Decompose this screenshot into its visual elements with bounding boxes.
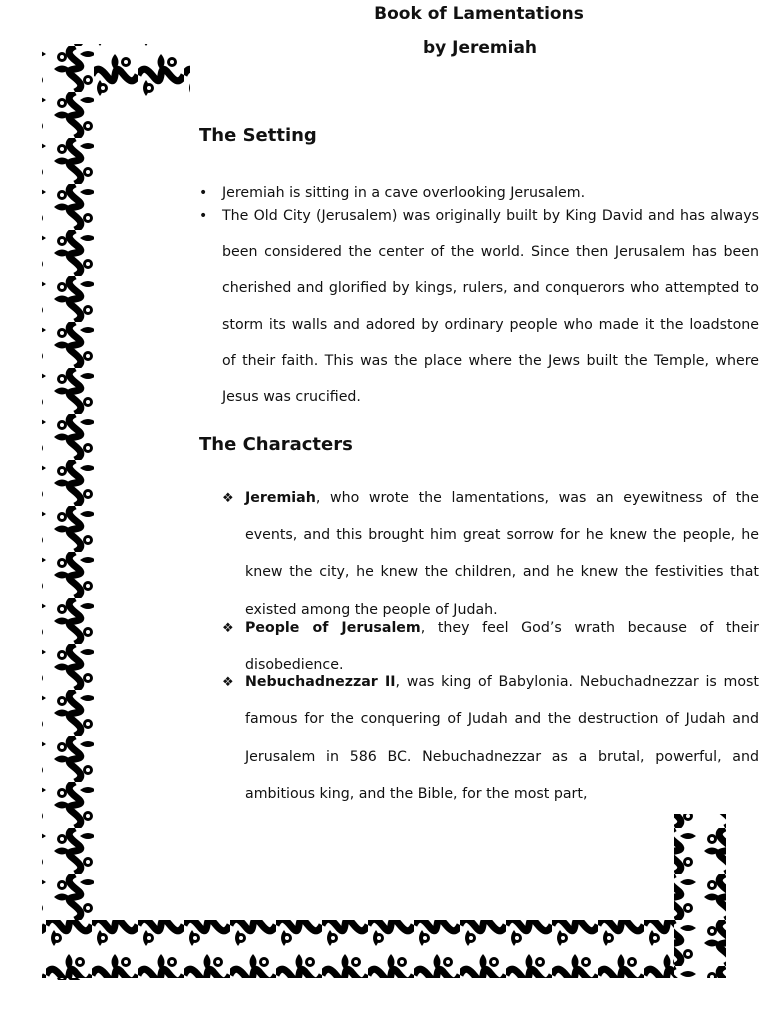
character-description: , was king of Babylonia. Nebuchadnezzar is most famous for the conquering of Judah and the destruction of Judah and Jerusalem in 586 BC. Nebuchadnezzar as a brutal, powerful, and ambitious king, and the Bible, for the most part, — [245, 674, 759, 802]
character-description: , they feel God’s wrath because of their disobedience. — [245, 619, 759, 674]
character-name: Jeremiah — [245, 490, 316, 506]
character-description: , who wrote the lamentations, was an eyewitness of the events, and this brought him great sorrow for he knew the people, he knew the city, he knew the children, and he knew the festivities that existed among the people of Judah. — [245, 490, 759, 618]
diamond-bullet-icon: ❖ — [222, 491, 234, 506]
page-title: Book of Lamentations — [374, 4, 584, 24]
setting-heading: The Setting — [199, 125, 317, 146]
border-right-segment — [674, 814, 726, 978]
list-item — [222, 480, 759, 629]
border-left-segment — [42, 44, 94, 980]
setting-list — [199, 179, 759, 415]
setting-item-text: The Old City (Jerusalem) was originally built by King David and has always been considered the center of the world. Since then Jerusalem has been cherished and glorified by kings, rulers, and conquerors who attempted to storm its walls and adored by ordinary people who made it the loadstone of their faith. This was the place where the Jews built the Temple, where Jesus was crucified. — [222, 208, 759, 406]
diamond-bullet-icon: ❖ — [222, 620, 234, 636]
character-name: People of Jerusalem — [245, 619, 421, 636]
diamond-bullet-icon: ❖ — [222, 675, 234, 691]
border-bottom-segment — [42, 920, 726, 978]
page-subtitle: by Jeremiah — [422, 38, 538, 58]
characters-list — [222, 480, 759, 813]
list-item — [222, 664, 759, 813]
list-item — [199, 198, 759, 415]
bullet-dot-icon: • — [199, 185, 208, 201]
setting-item-text: Jeremiah is sitting in a cave overlooking Jerusalem. — [222, 185, 586, 201]
character-name: Nebuchadnezzar II — [245, 674, 396, 691]
characters-heading: The Characters — [199, 434, 353, 455]
bullet-dot-icon: • — [199, 208, 208, 224]
